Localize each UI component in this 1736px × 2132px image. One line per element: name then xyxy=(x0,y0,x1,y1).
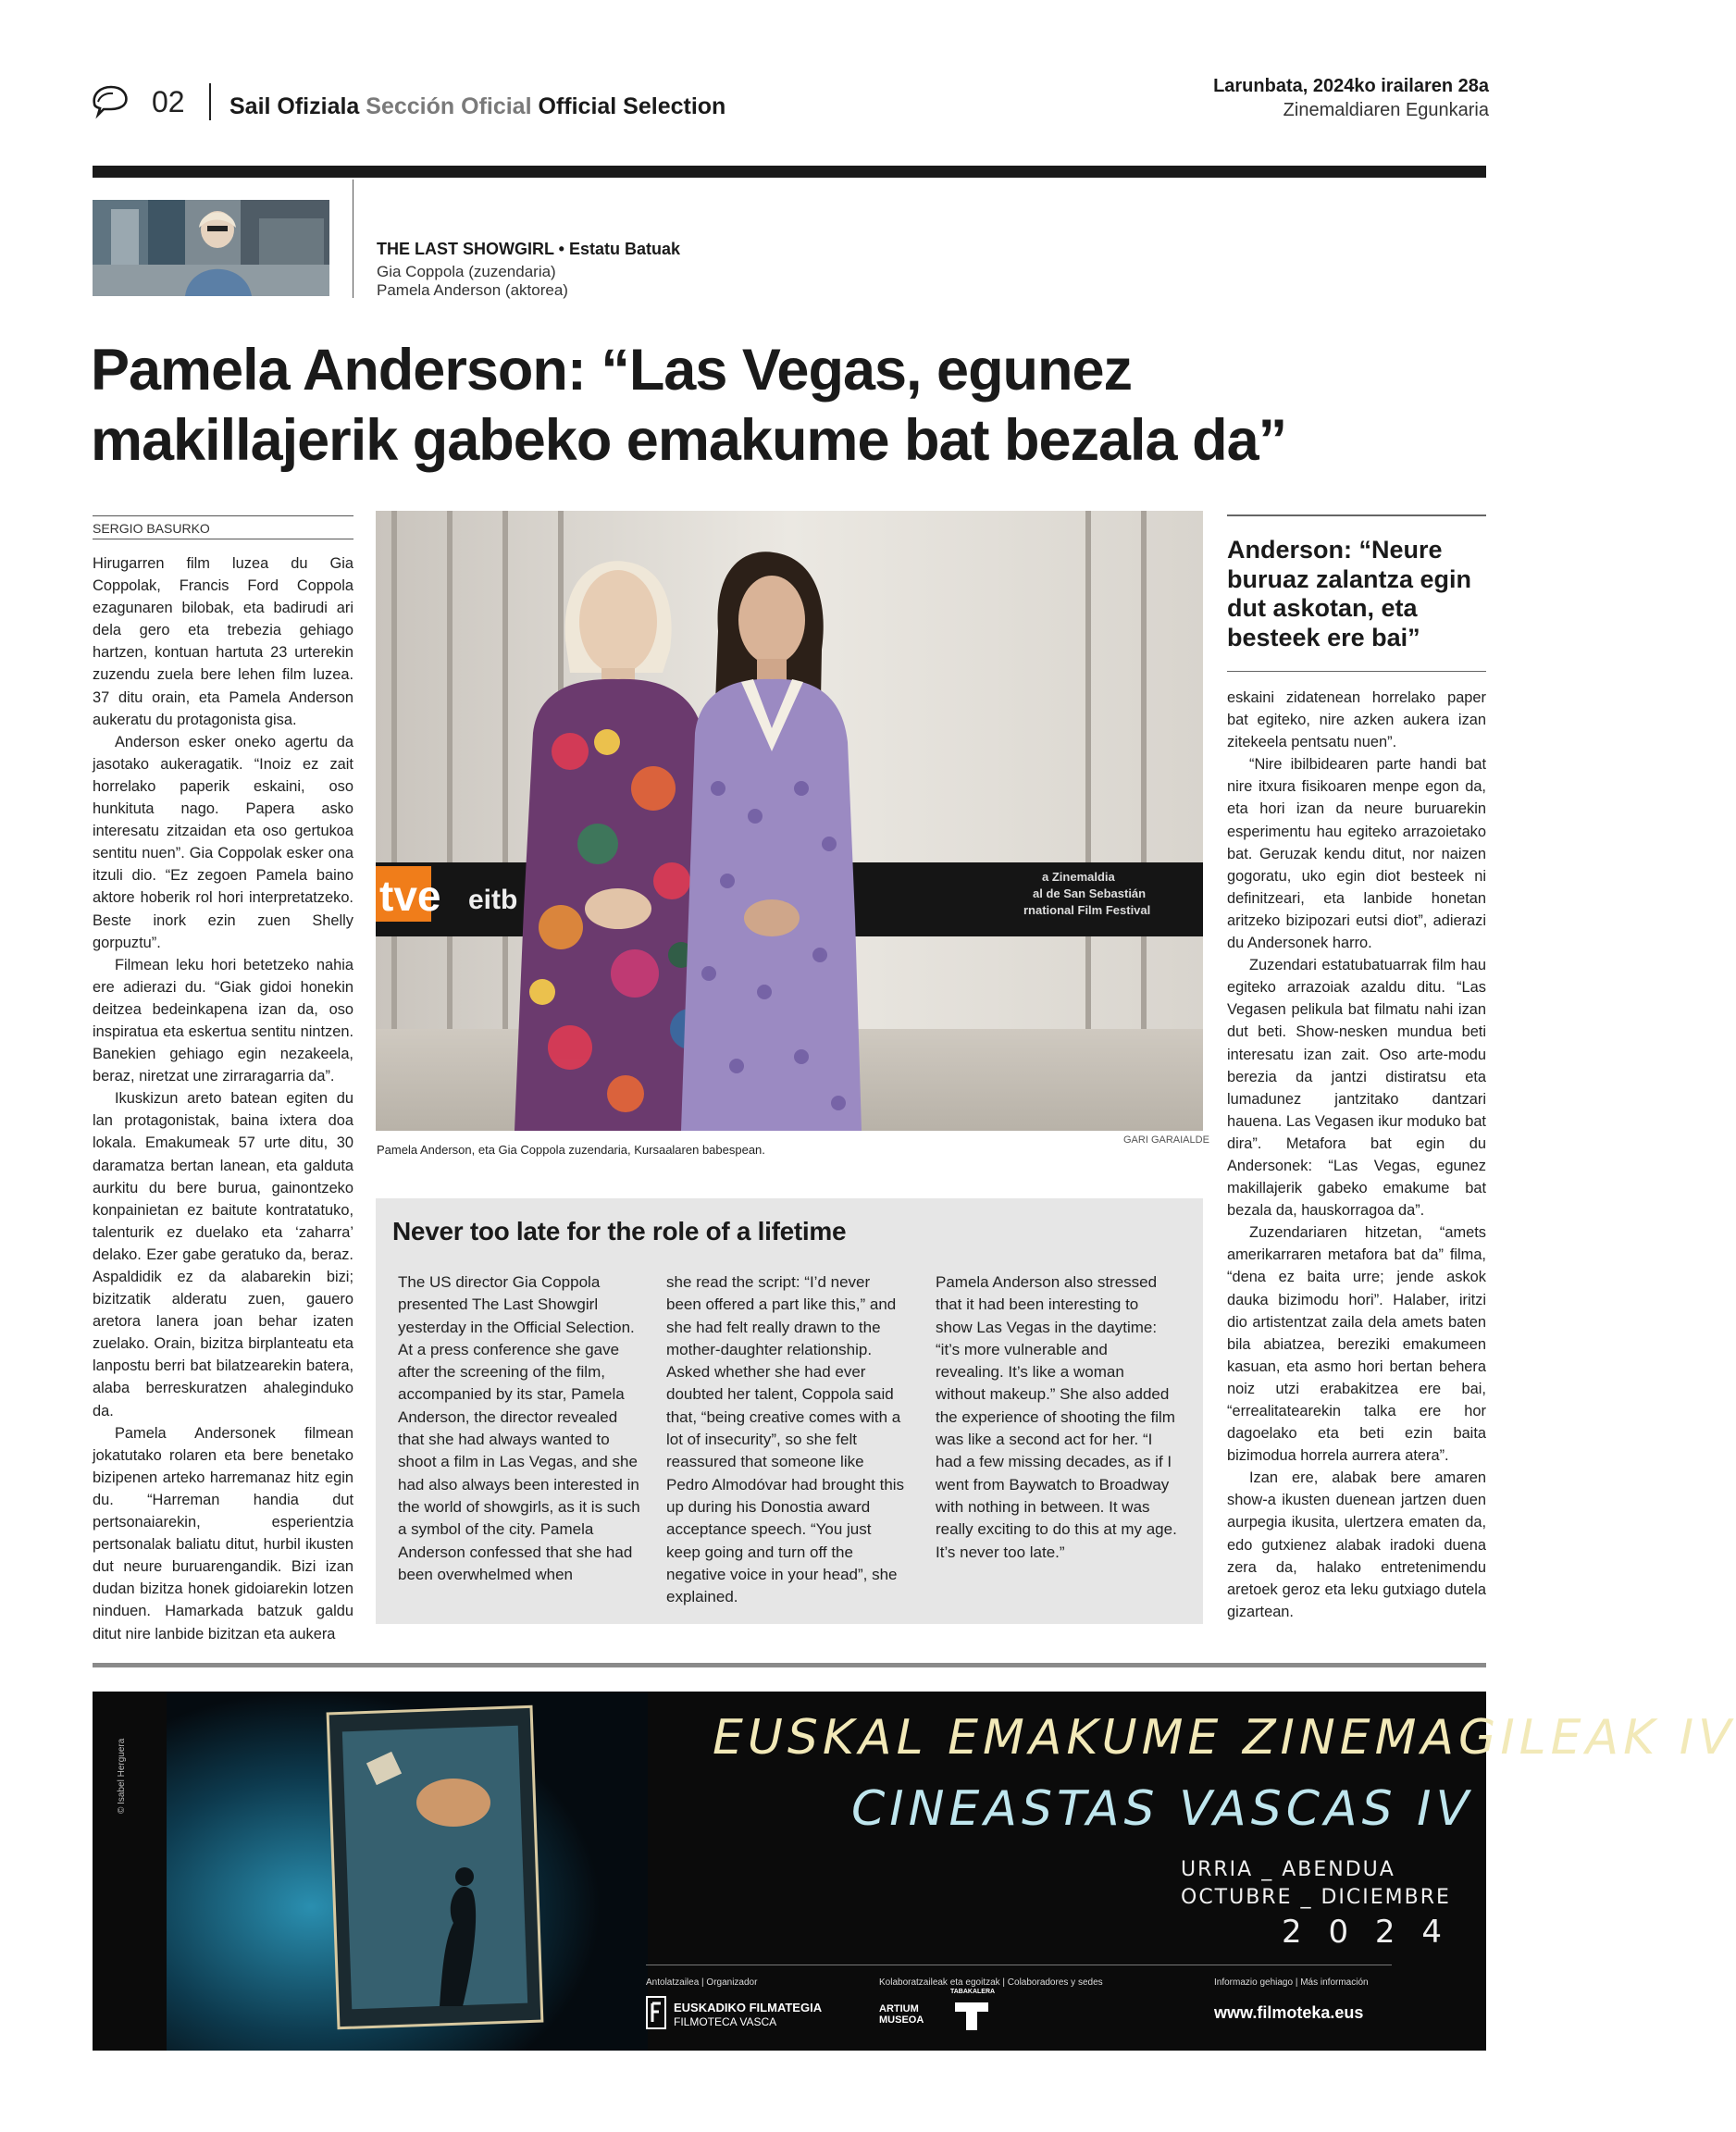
article-paragraph: Pamela Andersonek filmean jokatutako rolaren eta bere benetako bizipenen arteko harremanaz hitz egin du. “Harreman handia dut pertsonaiarekin, esperientzia pertsonalak baliatu ditut, hurbil ikusten dut neure buruarengandik. Bizi izan dudan bizitza honek gidoiarekin lotzen ninduen. Hamarkada batzuk galdu ditut nire lanbide bizitzan eta aukera xyxy=(93,1424,353,1642)
publication-name: Zinemaldiaren Egunkaria xyxy=(1283,100,1489,120)
english-summary-column-1 xyxy=(398,1271,640,1586)
english-summary-column-2 xyxy=(666,1271,909,1608)
section-label xyxy=(229,93,725,120)
headline xyxy=(91,335,1497,476)
sponsor-tabakalera-label: TABAKALERA xyxy=(950,1989,996,1995)
article-paragraph: Zuzendariaren hitzetan, “amets amerikarraren metafora bat da” filma, “dena ez baita urre; jende askok dauka bizimodu hori”. Halaber, iritzi dio artistentzat zaila dela amets baten bila abiatzea, bereziki emakumeen kasuan, eta asmo hori bertan behera noiz utzi erabakitzea ere bai, “errealitatearekin talka ere hor dagoelako eta beti ezin baita bizimodua horrela aurrera atera”. xyxy=(1227,1224,1486,1465)
film-thumbnail xyxy=(93,200,329,296)
festival-logo-line: al de San Sebastián xyxy=(1033,886,1147,900)
sponsor-artium: ARTIUM MUSEOA xyxy=(879,2003,924,2026)
ad-title-spanish: CINEASTAS VASCAS IV xyxy=(851,1781,1474,1837)
organizer-name: EUSKADIKO FILMATEGIA xyxy=(674,2001,823,2014)
ad-title-basque: EUSKAL EMAKUME ZINEMAGILEAK IV xyxy=(713,1710,1736,1766)
english-summary-text: The US director Gia Coppola presented The Last Showgirl yesterday in the Official Selection. At a press conference she gave after the screening of the film, accompanied by its star, Pamela Anderson, the director revealed that she had always wanted to shoot a film in Las Vegas, and she had also always been interested in the world of showgirls, as it is such a symbol of the city. Pamela Anderson confessed that she had been overwhelmed when xyxy=(398,1273,640,1583)
ad-photo-credit xyxy=(111,1712,130,1823)
eitb-logo: eitb xyxy=(468,885,518,915)
ad-info-label: Informazio gehiago | Más información xyxy=(1214,1977,1369,1988)
film-country: Estatu Batuak xyxy=(568,240,681,258)
ad-dates-spanish: OCTUBRE _ DICIEMBRE xyxy=(1181,1886,1451,1909)
festival-logo-line: a Zinemaldia xyxy=(1042,870,1115,884)
section-eu: Sail Ofiziala xyxy=(229,93,360,119)
svg-text:© Isabel Herguera: © Isabel Herguera xyxy=(117,1738,127,1814)
article-paragraph: Zuzendari estatubatuarrak film hau egiteko arrazoiak azaldu ditu. “Las Vegasen pelikula bat filmatu nahi izan dut beti. Show-nesken mundua beti interesatu izan zait. Oso arte-modu berezia da jantzi distiratsu eta lumadunez jantzitako dantzari hauena. Las Vegasen ikur moduko bat dira”. Metafora bat egin du Andersonek: “Las Vegas, egunez makillajerik gabeko emakume bat bezala da, hauskorragoa da”. xyxy=(1227,957,1486,1220)
organizer-name-es: FILMOTECA VASCA xyxy=(674,2015,777,2028)
film-title-text: THE LAST SHOWGIRL xyxy=(377,240,554,258)
festival-logo-line: rnational Film Festival xyxy=(1023,903,1151,917)
main-photo xyxy=(376,511,1203,1131)
photo-credit: GARI GARAIALDE xyxy=(1123,1134,1209,1146)
byline: SERGIO BASURKO xyxy=(93,521,210,536)
film-credit-actor: Pamela Anderson (aktorea) xyxy=(377,281,568,299)
article-paragraph: Filmean leku hori betetzeko nahia ere adierazi du. “Giak gidoi honekin deitzea bedeinkapena izan da, oso inspiratua eta eskertua sentitu nintzen. Banekien gehiago egin nezakeela, beraz, niretzat une zirraragarria da”. xyxy=(93,956,353,1085)
headline-line-2: makillajerik gabeko emakume bat bezala da” xyxy=(91,408,1287,473)
page-number: 02 xyxy=(152,85,185,118)
tve-logo: tve xyxy=(379,872,441,920)
issue-date: Larunbata, 2024ko irailaren 28a xyxy=(1213,76,1489,96)
article-paragraph: Izan ere, alabak bere amaren show-a ikusten duenean jartzen duen aurpegia ikusita, ulertzera ematen da, edo gutxienez alabak iradoki duena zera da, halako entretenimendu aretoek geroz eta leku gutxiago dutela gizartean. xyxy=(1227,1469,1486,1620)
article-right-column xyxy=(1227,687,1486,1623)
ad-year: 2 0 2 4 xyxy=(1282,1914,1450,1951)
top-rule xyxy=(93,166,1486,178)
article-paragraph: “Nire ibilbidearen parte handi bat nire itxura fisikoaren menpe egon da, eta hori izan da neure buruarekin esperimentu hau egiteko arrazoietako bat. Geruzak kendu ditut, nor naizen gogoratu, uko egin diot besteek ni definitzeari, eta lanbide honetan aritzeko bizipozari eutsi diot”, adierazi du Andersonek harro. xyxy=(1227,756,1486,952)
article-paragraph: Ikuskizun areto batean egiten du lan protagonistak, baina ixtera doa lokala. Emakumeak 57 urte ditu, 30 daramatza bertan lanean, eta galduta aurkitu du bere burua, gainontzeko konpainietan ez baitute kontratatuko, talenturik ez duelako eta ‘zaharra’ delako. Ezer gabe geratuko da, beraz. Aspaldidik ez da alabarekin bizi; bizitzatik alderatu zuen, gauero aretora lanera joan behar izaten zuelako. Orain, bizitza birplanteatu eta lanpostu berri bat bilatzearekin batera, alaba berreskuratzen ahaleginduko da. xyxy=(93,1090,353,1419)
photo-caption: Pamela Anderson, eta Gia Coppola zuzendaria, Kursaalaren babespean. xyxy=(377,1143,765,1157)
pullquote-rule-top xyxy=(1227,514,1486,516)
pullquote-rule-bottom xyxy=(1227,671,1486,672)
english-summary-column-3 xyxy=(936,1271,1178,1564)
english-summary-text: she read the script: “I’d never been offered a part like this,” and she had felt really drawn to the mother-daughter relationship. Asked whether she had ever doubted her talent, Coppola said that, “being creative comes with a lot of insecurity”, so she felt reassured that someone like Pedro Almodóvar had brought this up during his Donostia award acceptance speech. “You just keep going and turn off the negative voice in your head”, she explained. xyxy=(666,1273,905,1606)
ad-dates-basque: URRIA _ ABENDUA xyxy=(1181,1858,1395,1881)
english-summary-title: Never too late for the role of a lifetime xyxy=(392,1217,847,1246)
filmoteca-logo-icon xyxy=(646,1996,666,2029)
ad-organizer-label: Antolatzailea | Organizador xyxy=(646,1977,758,1988)
ad-separator xyxy=(93,1663,1486,1667)
tabakalera-logo-icon xyxy=(953,1999,990,2032)
section-en: Official Selection xyxy=(538,93,726,119)
article-paragraph: eskaini zidatenean horrelako paper bat egiteko, nire azken aukera izan zitekeela pentsatu nuen”. xyxy=(1227,689,1486,751)
article-left-column xyxy=(93,552,353,1645)
ad-website-link[interactable]: www.filmoteka.eus xyxy=(1214,2003,1364,2022)
header-divider xyxy=(209,83,211,120)
film-credit-director: Gia Coppola (zuzendaria) xyxy=(377,263,556,280)
pullquote-heading: Anderson: “Neure buruaz zalantza egin dut askotan, eta besteek ere bai” xyxy=(1227,536,1472,651)
headline-line-1: Pamela Anderson: “Las Vegas, egunez xyxy=(91,338,1133,403)
article-paragraph: Hirugarren film luzea du Gia Coppolak, Francis Ford Coppola ezagunaren bilobak, eta badirudi ari dela gero eta trebezia gehiago hartzen, kontuan hartuta 23 urterekin zuzendu zuela bere lehen film luzea. 37 ditu orain, eta Pamela Anderson aukeratu du protagonista gisa. xyxy=(93,555,353,728)
article-paragraph: Anderson esker oneko agertu da jasotako aukeragatik. “Inoiz ez zait horrelako paperik eskaini, oso hunkituta nago. Papera asko interesatu zitzaidan eta oso gertukoa sentitu nuen”. Gia Coppolak esker ona itzuli dio. “Ez zegoen Pamela baino aktore hoberik rol hori interpretatzeko. Beste inork ezin zuen Shelly gorpuztu”. xyxy=(93,733,353,951)
speech-bubble-icon xyxy=(91,83,130,117)
english-summary-text: Pamela Anderson also stressed that it had been interesting to show Las Vegas in the daytime: “it’s more vulnerable and revealing. It’s like a woman without makeup.” She also added the experience of shooting the film was like a second act for her. “I had a few missing decades, as if I went from Baywatch to Broadway with nothing in between. It was really exciting to do this at my age. It’s never too late.” xyxy=(936,1273,1177,1561)
section-es: Sección Oficial xyxy=(366,93,532,119)
ad-sponsors-label: Kolaboratzaileak eta egoitzak | Colaboradores y sedes xyxy=(879,1977,1103,1988)
byline-rule xyxy=(93,515,353,516)
film-title: THE LAST SHOWGIRL • Estatu Batuak xyxy=(377,240,681,258)
